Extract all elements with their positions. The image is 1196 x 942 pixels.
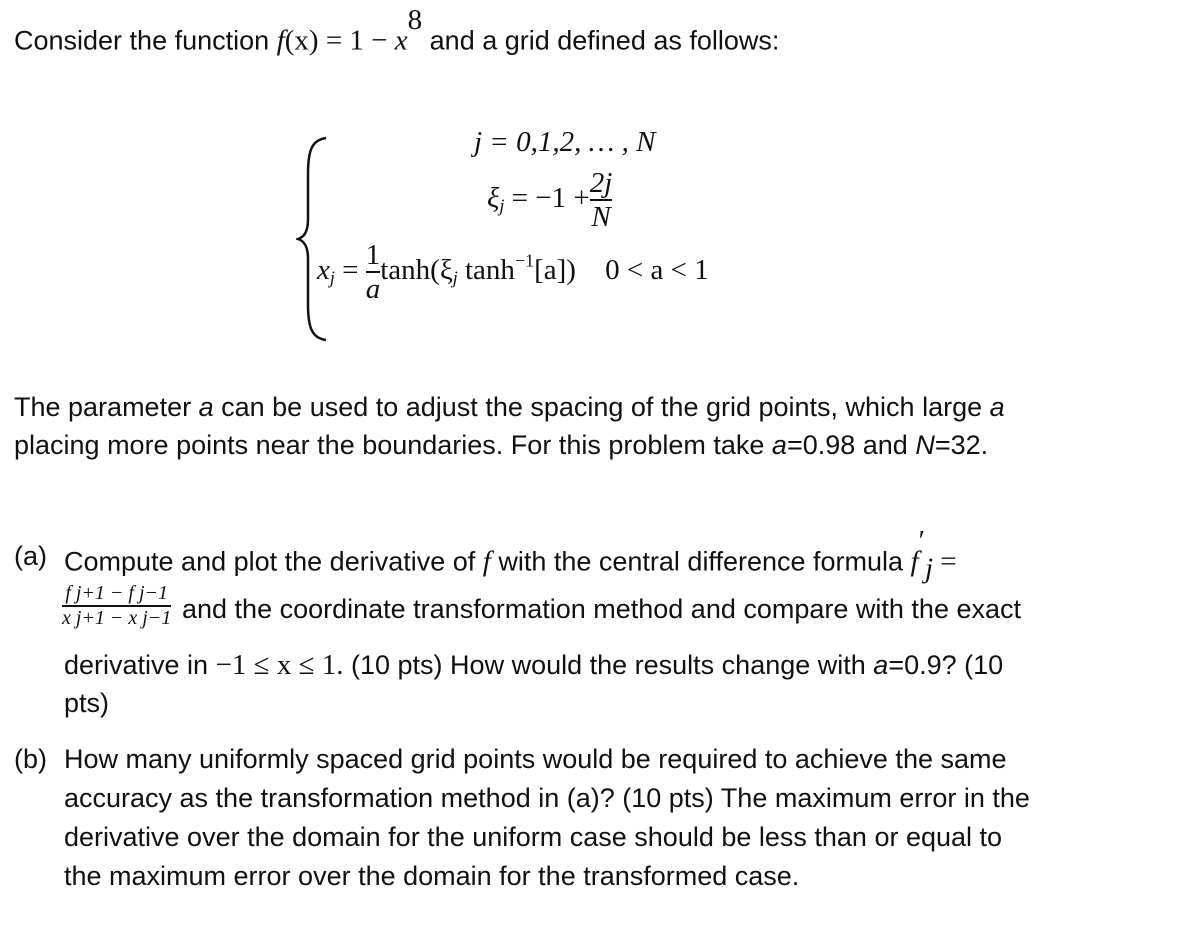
param-n: N	[915, 430, 935, 460]
part-b-label: (b)	[14, 744, 47, 774]
param-a: a	[771, 430, 787, 460]
eq-sign: =	[933, 545, 957, 578]
param-line-1	[14, 392, 1005, 423]
fprime-sup: ′	[918, 525, 925, 557]
frac-den: x j+1 − x j−1	[62, 607, 172, 629]
xi-frac-den: N	[591, 201, 611, 234]
part-a-text: Compute and plot the derivative of	[64, 546, 483, 577]
x-frac-num: 1	[365, 239, 381, 271]
part-b-line-3: derivative over the domain for the uniform case should be less than or equal to	[64, 822, 1003, 852]
part-b-line-1: How many uniformly spaced grid points would be required to achieve the same	[64, 744, 1007, 774]
x-frac-den: a	[365, 273, 381, 306]
func-eq: = 1 −	[318, 24, 395, 57]
part-a-line-4: pts)	[64, 688, 110, 718]
func-arg: (x)	[284, 24, 319, 57]
xi-fraction	[590, 168, 613, 233]
intro-line	[14, 4, 780, 57]
eq-line-xi	[487, 168, 612, 233]
part-b-line-4: the maximum error over the domain for the transformed case.	[64, 861, 800, 891]
symbol-a: a	[873, 650, 889, 680]
part-a-line-1	[64, 525, 957, 585]
part-a-line-2: and the coordinate transformation method and compare with the exact	[182, 594, 1021, 624]
frac-num: f j+1 − f j−1	[65, 582, 169, 604]
param-line-2	[14, 430, 988, 461]
tanh-inv-sup: −1	[514, 250, 535, 271]
domain-math: −1 ≤ x ≤ 1.	[215, 649, 344, 681]
tanh-expr: tanh(ξ	[380, 254, 453, 287]
left-brace	[296, 134, 332, 344]
tanh-inv: tanh	[457, 254, 515, 287]
eq-line-j: j = 0,1,2, … , N	[474, 126, 656, 158]
xi-mid: = −1 +	[504, 182, 590, 215]
x-eq: =	[334, 254, 366, 287]
x-fraction	[366, 240, 381, 305]
part-a-text: derivative in	[64, 650, 216, 680]
param-text: can be used to adjust the spacing of the grid points, which large	[213, 392, 990, 422]
intro-suffix: and a grid defined as follows:	[422, 25, 780, 56]
param-text: =0.98 and	[786, 430, 916, 460]
central-diff-fraction	[62, 583, 171, 629]
x-sub: j	[329, 267, 335, 288]
x-symbol: x	[317, 254, 330, 287]
part-a-label: (a)	[14, 541, 47, 571]
part-a-text: with the central difference formula	[490, 546, 911, 577]
eq-line-x	[317, 240, 709, 305]
param-text: The parameter	[14, 392, 199, 422]
xi-symbol: ξ	[487, 182, 500, 215]
param-a: a	[989, 392, 1005, 422]
param-text: =32.	[934, 430, 989, 460]
part-a-text: (10 pts) How would the results change with	[343, 650, 874, 680]
xi-sub: j	[499, 195, 505, 216]
a-condition: 0 < a < 1	[605, 254, 709, 287]
param-a: a	[198, 392, 214, 422]
func-exp: 8	[407, 4, 423, 36]
part-a-line-3	[64, 649, 1003, 682]
symbol-f: f	[482, 545, 491, 578]
part-b-line-2: accuracy as the transformation method in (a)? (10 pts) The maximum error in the	[64, 783, 1030, 813]
intro-prefix: Consider the function	[14, 25, 277, 56]
xi-frac-num: 2j	[589, 167, 613, 199]
param-text: placing more points near the boundaries. For this problem take	[14, 430, 772, 460]
symbol-fprime: f	[910, 545, 919, 578]
part-a-text: =0.9? (10	[888, 650, 1004, 680]
tanh-arg: [a])	[534, 254, 576, 287]
fraction	[62, 583, 171, 629]
tanh-sub: j	[452, 267, 458, 288]
func-f: f	[276, 24, 285, 57]
fprime-sub: j	[924, 552, 934, 585]
func-x: x	[394, 24, 408, 57]
